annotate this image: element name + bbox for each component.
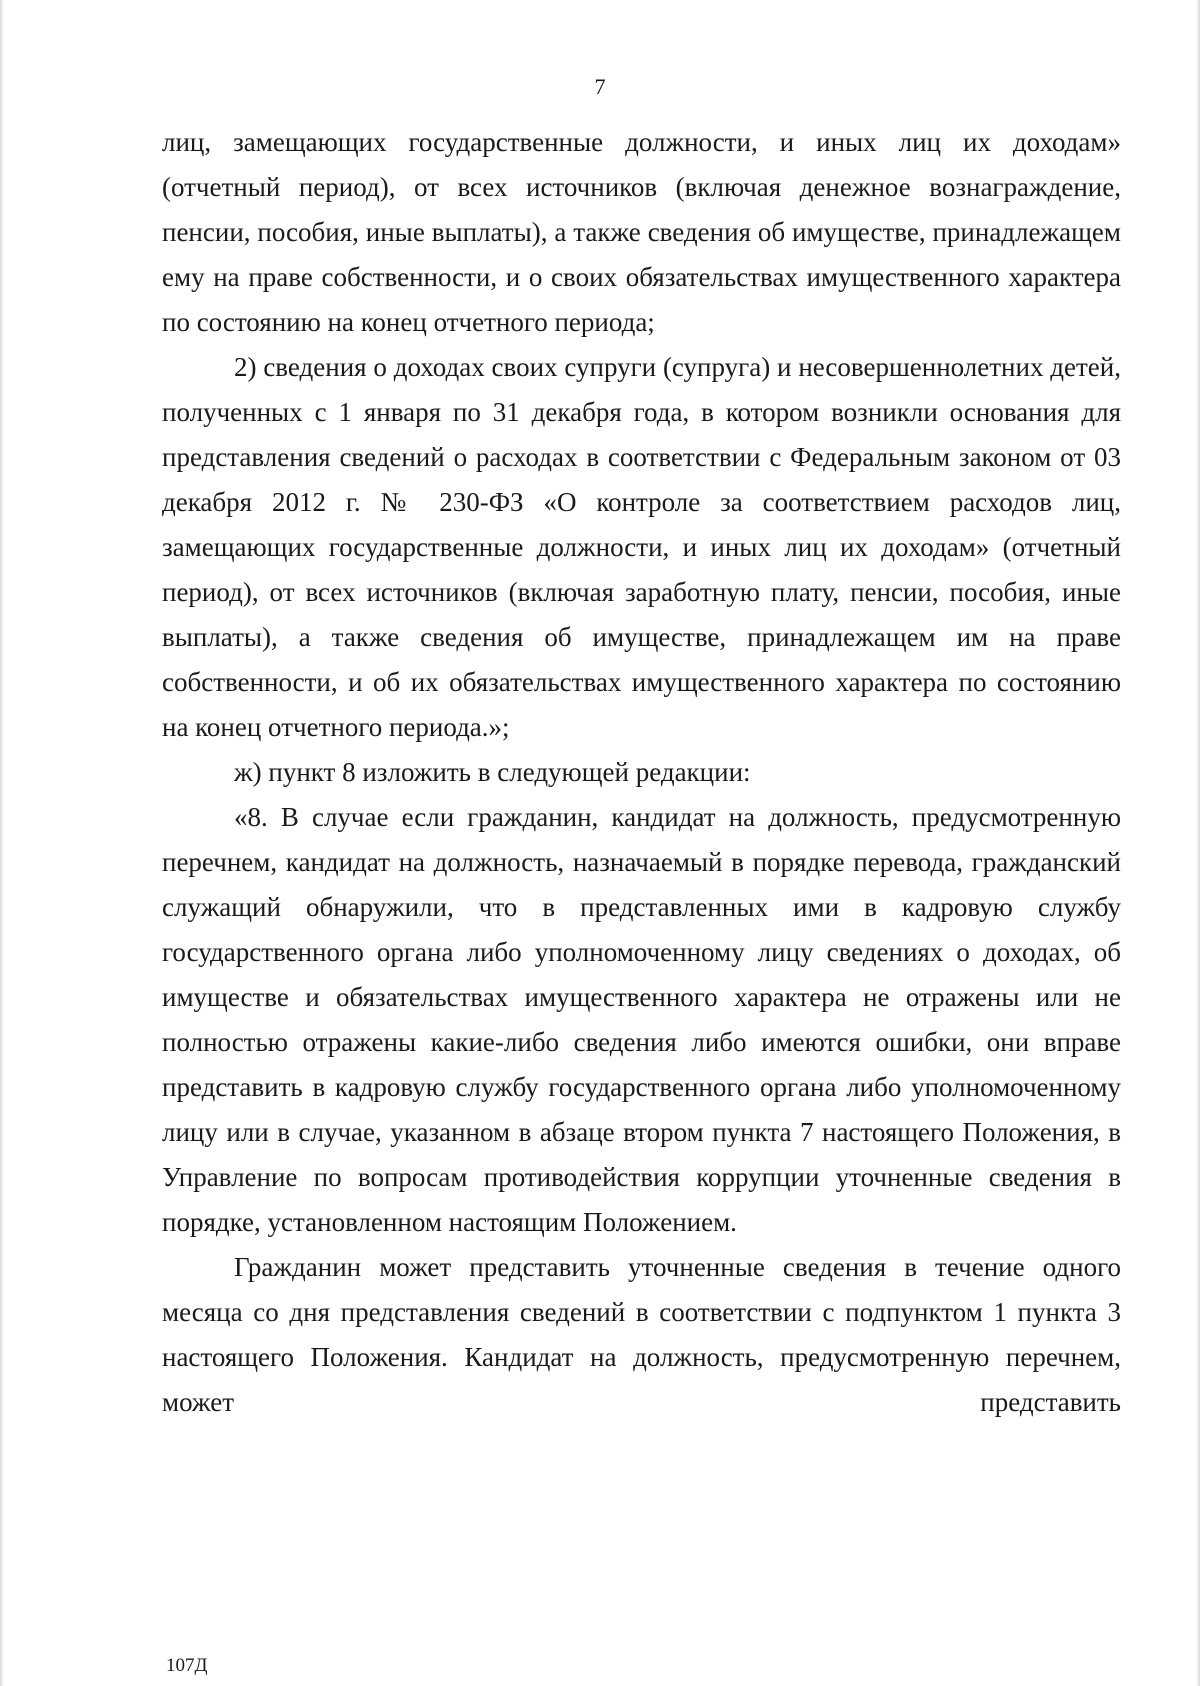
page-edge-right xyxy=(1196,0,1200,1686)
page-number: 7 xyxy=(594,74,606,99)
paragraph-point-8: «8. В случае если гражданин, кандидат на должность, предусмотренную перечнем, кандидат на должность, назначаемый в порядке перевода, гражданский служащий обнаружили, что в представленных ими в кадровую службу государственного органа либо уполномоченному лицу сведениях о доходах, об имуществе и обязательствах имущественного характера не отражены или не полностью отражены какие-либо сведения либо имеются ошибки, они вправе представить в кадровую службу государственного органа либо уполномоченному лицу или в случае, указанном в абзаце втором пункта 7 настоящего Положения, в Управление по вопросам противодействия коррупции уточненные сведения в порядке, установленном настоящим Положением. xyxy=(162,802,1121,1237)
page-edge-left xyxy=(0,0,4,1686)
paragraph-citizen-clarification: Гражданин может представить уточненные сведения в течение одного месяца со дня представления сведений в соответствии с подпунктом 1 пункта 3 настоящего Положения. Кандидат на должность, предусмотренную перечнем, может представить xyxy=(162,1252,1121,1417)
document-code: 107Д xyxy=(166,1655,208,1676)
paragraph-item-2: 2) сведения о доходах своих супруги (супруга) и несовершеннолетних детей, полученных с 1 января по 31 декабря года, в котором возникли основания для представления сведений о расходах в соответствии с Федеральным законом от 03 декабря 2012 г. № 230-ФЗ «О контроле за соответствием расходов лиц, замещающих государственные должности, и иных лиц их доходам» (отчетный период), от всех источников (включая заработную плату, пенсии, пособия, иные выплаты), а также сведения об имуществе, принадлежащем им на праве собственности, и об их обязательствах имущественного характера по состоянию на конец отчетного периода.»; xyxy=(162,352,1121,742)
paragraph-item-zh: ж) пункт 8 изложить в следующей редакции: xyxy=(234,757,751,787)
paragraph-continuation: лиц, замещающих государственные должности, и иных лиц их доходам» (отчетный период), от всех источников (включая денежное вознаграждение, пенсии, пособия, иные выплаты), а также сведения об имуществе, принадлежащем ему на праве собственности, и о своих обязательствах имущественного характера по состоянию на конец отчетного периода; xyxy=(162,127,1121,337)
document-body xyxy=(162,120,1121,1425)
